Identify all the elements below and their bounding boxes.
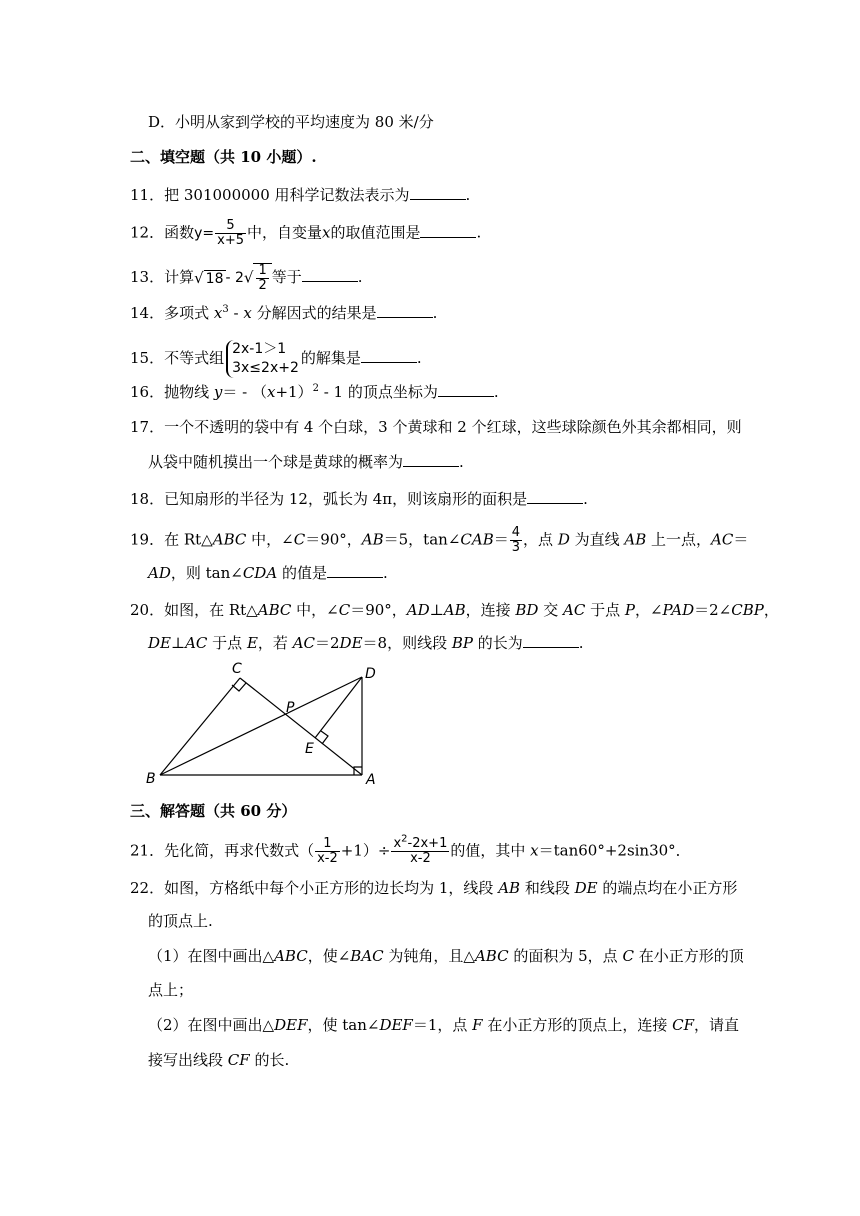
q20-l2e: ＝8，则线段 [362, 634, 452, 652]
q20-l2b: 于点 [207, 634, 247, 652]
q13-rad1: 18 [205, 271, 224, 287]
q10-option-d: D．小明从家到学校的平均速度为 80 米/分 [148, 113, 434, 131]
q13-end: . [357, 268, 363, 286]
q20-end: . [578, 634, 584, 652]
q20-number: 20． [130, 601, 165, 619]
label-d: D [365, 666, 376, 682]
q14-text-b: 分解因式的结果是 [251, 304, 377, 322]
question-13 [130, 263, 363, 293]
q20-geometry-figure [140, 658, 390, 788]
q21-f1-den: x-2 [317, 851, 338, 866]
q19-ad: AD [148, 564, 171, 582]
q20-l1h: ，∠ [634, 601, 663, 619]
q19-ac: AC [711, 530, 734, 549]
q19-l1e: ＝ [493, 530, 509, 549]
section3-title: 三、解答题（共 60 分） [130, 802, 297, 820]
q22-p1-c: C [622, 947, 634, 965]
label-c: C [232, 661, 242, 677]
q17-number: 17． [130, 418, 165, 436]
q13-minus-two: - 2 [225, 270, 244, 286]
q20-l1a: 如图，在 Rt△ [164, 601, 258, 619]
q21-x: x [530, 841, 539, 860]
question-11 [130, 185, 470, 205]
question-20-line-2 [148, 633, 584, 653]
q19-cda: CDA [242, 564, 278, 582]
q14-text-a: 多项式 [164, 304, 210, 322]
q19-abc: ABC [212, 530, 247, 549]
q12-number: 12． [130, 223, 165, 242]
q11-text: 把 301000000 用科学记数法表示为 [164, 186, 410, 204]
q15-end: . [416, 349, 422, 367]
q22-ab: AB [498, 879, 521, 897]
q20-l2c: ，若 [257, 634, 293, 652]
q21-fraction-2 [391, 833, 449, 866]
q12-var: x [322, 223, 331, 242]
q12-text-c: 的取值范围是 [330, 223, 421, 242]
q22-p1-l1b: ，使∠ [307, 947, 351, 965]
q17-line2: 从袋中随机摸出一个球是黄球的概率为 [148, 453, 404, 471]
q12-text-a: 函数 [164, 223, 195, 242]
q20-bd: BD [515, 601, 539, 619]
q20-pad: PAD [662, 601, 695, 619]
segment-bc [160, 678, 240, 775]
question-17-line-2 [148, 452, 464, 472]
q17-line1: 一个不透明的袋中有 4 个白球，3 个黄球和 2 个红球，这些球除颜色外其余都相同，则 [164, 418, 742, 436]
q19-l1h: 上一点， [646, 530, 712, 549]
q20-l1j: ， [763, 601, 779, 619]
q12-frac-den: x+5 [217, 233, 244, 248]
q22-p1-bac: BAC [350, 947, 384, 965]
q16-x: x [266, 383, 276, 401]
q22-l1c: 的端点均在小正方形 [597, 879, 738, 897]
q21-text-d: ＝tan60°+2sin30°． [538, 841, 691, 860]
question-19-line-1 [130, 526, 748, 555]
q16-y: y [213, 383, 223, 401]
q19-fraction [510, 526, 522, 555]
question-15 [130, 340, 422, 378]
q19-l2a: ，则 tan∠ [170, 564, 243, 582]
q12-frac-num: 5 [215, 219, 246, 234]
q15-text-a: 不等式组 [164, 349, 225, 367]
q20-l1e: ，连接 [465, 601, 516, 619]
q14-answer-blank [377, 303, 433, 318]
q12-answer-blank [420, 223, 476, 238]
q21-text-a: 先化简，再求代数式（ [164, 841, 315, 860]
question-20-line-1 [130, 600, 779, 620]
q16-end: . [493, 383, 499, 401]
q19-answer-blank [327, 563, 383, 578]
q13-sqrt-1: √ 18 [194, 269, 224, 287]
q18-end: . [583, 490, 588, 508]
q21-f2-num-sup: 2 [401, 833, 408, 845]
question-22-part-2-line-2 [148, 1050, 289, 1070]
q19-ab: AB [361, 530, 384, 549]
q19-l2b: 的值是 [277, 564, 327, 582]
q22-p2-def2: DEF [379, 1016, 413, 1034]
q21-text-b: +1）÷ [340, 841, 391, 860]
q13-text-a: 计算 [164, 268, 195, 286]
q22-p1-l1d: 的面积为 5，点 [508, 947, 623, 965]
question-21 [130, 833, 691, 866]
question-14 [130, 303, 437, 323]
q13-sqrt-2: √ $\frac{1}{2}$ [244, 263, 272, 293]
q13-fraction [256, 264, 268, 293]
q20-answer-blank [523, 633, 579, 648]
q14-sup: 3 [222, 304, 229, 315]
q16-text-b: ＝ - （ [222, 383, 267, 401]
q22-p2-l1a: （2）在图中画出△ [148, 1016, 275, 1034]
q19-c: C [293, 530, 306, 549]
q11-number: 11． [130, 186, 165, 204]
q16-text-c: +1） [275, 383, 313, 401]
q19-l1a: 在 Rt△ [164, 530, 213, 549]
q22-p1-l1c: 为钝角，且△ [383, 947, 475, 965]
q20-l1c: ＝90°， [350, 601, 407, 619]
q18-answer-blank [527, 489, 583, 504]
q22-p1-l1e: 在小正方形的顶 [633, 947, 744, 965]
q20-l1g: 于点 [585, 601, 625, 619]
q22-p2-l2b: 的长. [249, 1051, 290, 1069]
q21-number: 21． [130, 841, 165, 860]
question-22-part-1-line-1 [148, 946, 744, 966]
q11-answer-blank [410, 185, 466, 200]
right-angle-e [321, 731, 328, 744]
q18-number: 18． [130, 490, 165, 508]
q20-de: DE [148, 634, 171, 652]
q16-text-d: - 1 的顶点坐标为 [318, 383, 438, 401]
q12-y-eq: y= [194, 225, 215, 242]
q20-l2f: 的长为 [472, 634, 523, 652]
q19-end: . [382, 564, 388, 582]
segment-ca [240, 678, 362, 775]
q22-p2-f: F [472, 1016, 483, 1034]
q22-p2-l2a: 接写出线段 [148, 1051, 228, 1069]
q21-f2-num [391, 833, 449, 852]
q20-l1i: ＝2∠ [694, 601, 732, 619]
q19-number: 19． [130, 530, 165, 549]
q17-end: . [459, 453, 464, 471]
q20-l1d: ⊥ [429, 601, 444, 619]
q13-text-b: 等于 [271, 268, 302, 286]
segment-de [315, 677, 362, 738]
q11-end: . [465, 186, 471, 204]
q15-answer-blank [361, 348, 417, 363]
question-22-line-1 [130, 878, 737, 898]
q12-text-b: 中，自变量 [246, 223, 322, 242]
q22-p2-l1e: ，请直 [694, 1016, 740, 1034]
question-19-line-2 [148, 563, 388, 583]
q22-de: DE [574, 879, 598, 897]
q19-l1g: 为直线 [569, 530, 625, 549]
label-a: A [366, 772, 376, 788]
q15-text-b: 的解集是 [300, 349, 361, 367]
q19-d: D [557, 530, 570, 549]
q20-e: E [246, 634, 258, 652]
question-22-line-2: 的顶点上. [148, 912, 213, 930]
q16-answer-blank [438, 382, 494, 397]
q22-l1a: 如图，方格纸中每个小正方形的边长均为 1，线段 [164, 879, 499, 897]
q13-number: 13． [130, 268, 165, 286]
q16-text-a: 抛物线 [164, 383, 214, 401]
section2-title: 二、填空题（共 10 小题）. [130, 148, 317, 166]
q21-f1-num: 1 [315, 837, 340, 852]
q21-f2-den: x-2 [410, 851, 431, 866]
q13-frac-num: 1 [258, 263, 267, 278]
q15-ineq-1: 2x-1＞1 [232, 341, 287, 357]
q20-l1b: 中，∠ [291, 601, 339, 619]
q13-rad2 [253, 263, 271, 293]
label-p: P [286, 700, 295, 716]
q22-p2-l1b: ，使 tan∠ [307, 1016, 380, 1034]
q20-ad: AD [406, 601, 430, 619]
label-e: E [305, 741, 314, 757]
q20-cbp: CBP [731, 601, 764, 619]
q14-mid: - [228, 304, 244, 322]
q20-p: P [624, 601, 635, 619]
question-12 [130, 219, 481, 248]
q22-l1b: 和线段 [520, 879, 575, 897]
q20-ac: AC [563, 601, 586, 619]
q21-fraction-1 [315, 837, 340, 866]
q22-p2-cf: CF [672, 1016, 695, 1034]
q22-p1-abc: ABC [274, 947, 308, 965]
q21-f2-num-a: x [393, 836, 402, 851]
q20-ac-2: AC [185, 634, 208, 652]
q12-fraction [215, 219, 246, 248]
question-16 [130, 382, 499, 402]
q21-f2-num-b: -2x+1 [407, 836, 448, 851]
question-22-part-1-line-2: 点上； [148, 981, 194, 999]
q19-ab2: AB [624, 530, 647, 549]
q19-l1d: ＝5，tan∠ [383, 530, 461, 549]
q20-de-2: DE [339, 634, 363, 652]
q16-number: 16． [130, 383, 165, 401]
label-b: B [146, 771, 156, 787]
q21-text-c: 的值，其中 [450, 841, 531, 860]
q22-number: 22． [130, 879, 165, 897]
q19-l1b: 中，∠ [246, 530, 294, 549]
q22-p2-l1d: 在小正方形的顶点上，连接 [482, 1016, 673, 1034]
q20-bp: BP [451, 634, 473, 652]
q19-l1i: ＝ [733, 530, 749, 549]
q20-c: C [338, 601, 351, 619]
q22-p2-cf2: CF [227, 1051, 250, 1069]
q18-text-a: 已知扇形的半径为 12，弧长为 4π，则该扇形的面积是 [164, 490, 528, 508]
q19-frac-den: 3 [511, 540, 521, 555]
q20-l1f: 交 [538, 601, 563, 619]
q19-cab: CAB [460, 530, 494, 549]
question-22-part-2-line-1 [148, 1015, 739, 1035]
q19-l1f: ，点 [523, 530, 558, 549]
q22-p1-l1a: （1）在图中画出△ [148, 947, 275, 965]
q16-sup: 2 [312, 383, 319, 394]
question-17-line-1 [130, 417, 742, 437]
q20-abc: ABC [257, 601, 292, 619]
q20-ac-3: AC [292, 634, 315, 652]
q13-frac-den: 2 [258, 278, 267, 293]
q19-frac-num: 4 [511, 525, 521, 540]
q14-end: . [432, 304, 438, 322]
q17-answer-blank [403, 452, 459, 467]
segment-bd [160, 677, 362, 775]
question-18 [130, 489, 588, 509]
q12-end: . [476, 223, 482, 242]
q15-ineq-2: 3x≤2x+2 [232, 360, 299, 376]
q15-number: 15． [130, 349, 165, 367]
q22-p2-def: DEF [274, 1016, 308, 1034]
q14-x2: x [243, 304, 252, 322]
q15-inequality-system [226, 340, 299, 378]
q14-number: 14． [130, 304, 165, 322]
right-angle-c [232, 683, 246, 691]
q20-l2d: ＝2 [315, 634, 340, 652]
q22-p2-l1c: ＝1，点 [412, 1016, 473, 1034]
q22-p1-abc2: ABC [474, 947, 509, 965]
q19-l1c: ＝90°， [305, 530, 362, 549]
q14-x: x [213, 304, 223, 322]
q20-ab: AB [443, 601, 466, 619]
q20-l2a: ⊥ [170, 634, 186, 652]
q13-answer-blank [302, 267, 358, 282]
